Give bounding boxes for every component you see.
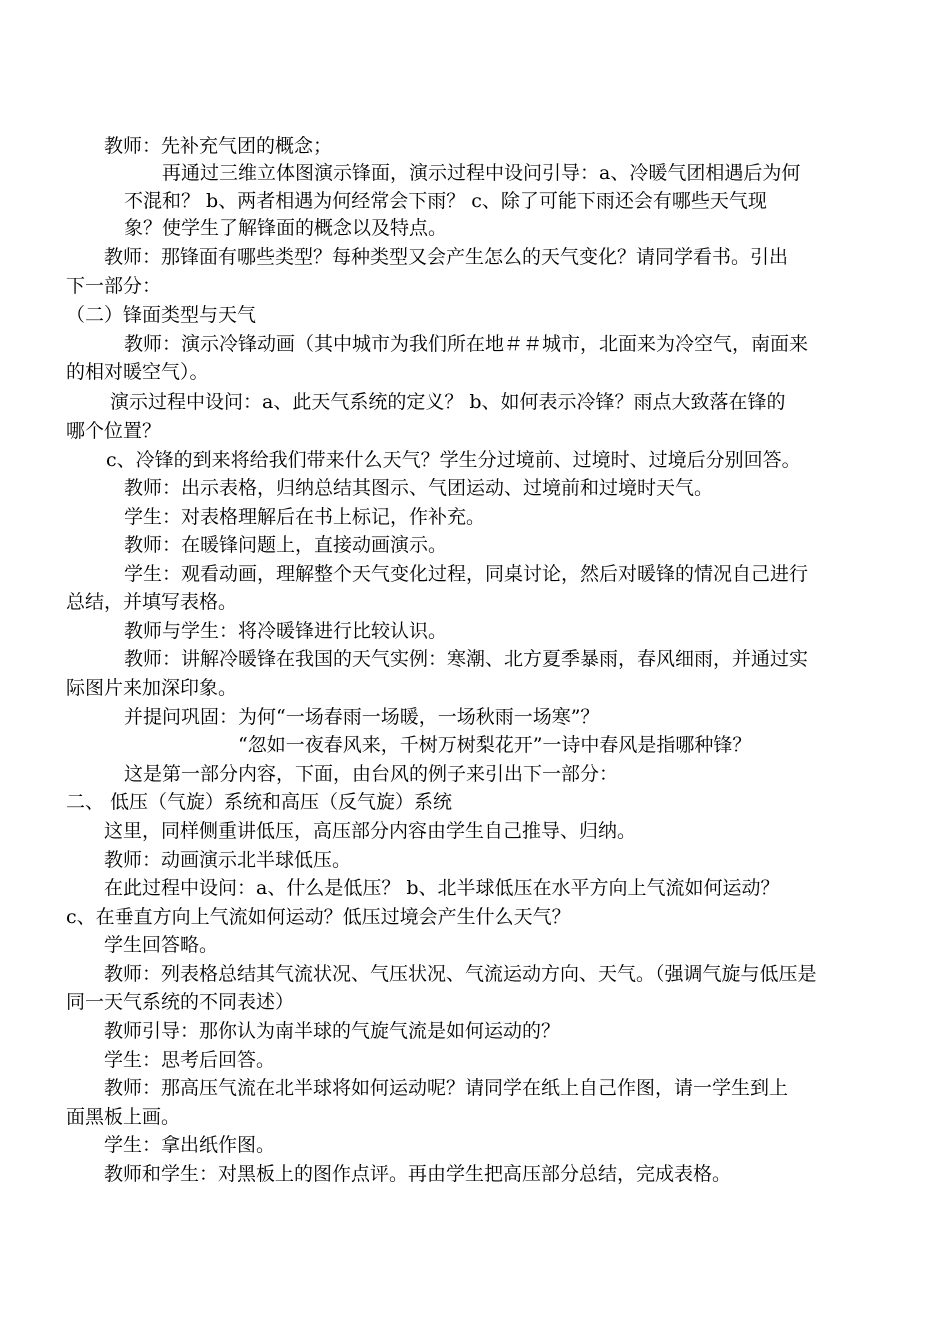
text-line: 学生：对表格理解后在书上标记，作补充。 xyxy=(124,506,486,528)
text-line: 教师和学生：对黑板上的图作点评。再由学生把高压部分总结，完成表格。 xyxy=(104,1163,732,1185)
text-line: c、在垂直方向上气流如何运动？低压过境会产生什么天气？ xyxy=(66,906,571,928)
text-line: 教师：先补充气团的概念； xyxy=(104,135,333,157)
text-line: 教师：出示表格，归纳总结其图示、气团运动、过境前和过境时天气。 xyxy=(124,477,714,499)
text-line: 学生：拿出纸作图。 xyxy=(104,1134,276,1156)
text-line: c、冷锋的到来将给我们带来什么天气？学生分过境前、过境时、过境后分别回答。 xyxy=(106,449,801,471)
text-line: 教师：在暖锋问题上，直接动画演示。 xyxy=(124,534,448,556)
text-line: 在此过程中设问：a、什么是低压？ b、北半球低压在水平方向上气流如何运动？ xyxy=(104,877,780,899)
text-line: 不混和？ b、两者相遇为何经常会下雨？ c、除了可能下雨还会有哪些天气现 xyxy=(124,190,767,212)
text-line: 的相对暖空气）。 xyxy=(66,361,209,383)
text-line: 教师：讲解冷暖锋在我国的天气实例：寒潮、北方夏季暴雨，春风细雨，并通过实 xyxy=(124,648,809,670)
text-line: 学生：思考后回答。 xyxy=(104,1049,276,1071)
text-line: 演示过程中设问：a、此天气系统的定义？ b、如何表示冷锋？雨点大致落在锋的 xyxy=(110,391,786,413)
text-line: 下一部分： xyxy=(66,275,162,297)
section-heading: （二）锋面类型与天气 xyxy=(66,304,257,326)
text-line: 教师：那锋面有哪些类型？每种类型又会产生怎么的天气变化？请同学看书。引出 xyxy=(104,246,789,268)
text-line: 教师：列表格总结其气流状况、气压状况、气流运动方向、天气。（强调气旋与低压是 xyxy=(104,963,817,985)
text-line: 教师引导：那你认为南半球的气旋气流是如何运动的？ xyxy=(104,1020,561,1042)
text-line: 教师：动画演示北半球低压。 xyxy=(104,849,352,871)
text-line: 并提问巩固：为何“一场春雨一场暖，一场秋雨一场寒”？ xyxy=(124,706,600,728)
text-line: 教师：那高压气流在北半球将如何运动呢？请同学在纸上自己作图，请一学生到上 xyxy=(104,1077,789,1099)
text-line: 学生：观看动画，理解整个天气变化过程，同桌讨论，然后对暖锋的情况自己进行 xyxy=(124,563,809,585)
text-line: 再通过三维立体图演示锋面，演示过程中设问引导：a、冷暖气团相遇后为何 xyxy=(162,162,801,184)
text-line: 教师：演示冷锋动画（其中城市为我们所在地＃＃城市，北面来为冷空气，南面来 xyxy=(124,333,809,355)
section-heading: 二、 低压（气旋）系统和高压（反气旋）系统 xyxy=(66,791,453,813)
text-line: 这里，同样侧重讲低压，高压部分内容由学生自己推导、归纳。 xyxy=(104,820,637,842)
text-line: “忽如一夜春风来，千树万树梨花开”一诗中春风是指哪种锋？ xyxy=(238,734,752,756)
text-line: 面黑板上画。 xyxy=(66,1106,181,1128)
text-line: 这是第一部分内容，下面，由台风的例子来引出下一部分： xyxy=(124,763,619,785)
text-line: 际图片来加深印象。 xyxy=(66,677,238,699)
text-line: 学生回答略。 xyxy=(104,934,219,956)
text-line: 哪个位置？ xyxy=(66,420,162,442)
text-line: 教师与学生：将冷暖锋进行比较认识。 xyxy=(124,620,448,642)
text-line: 总结，并填写表格。 xyxy=(66,591,238,613)
text-line: 象？使学生了解锋面的概念以及特点。 xyxy=(124,217,448,239)
text-line: 同一天气系统的不同表述） xyxy=(66,991,295,1013)
